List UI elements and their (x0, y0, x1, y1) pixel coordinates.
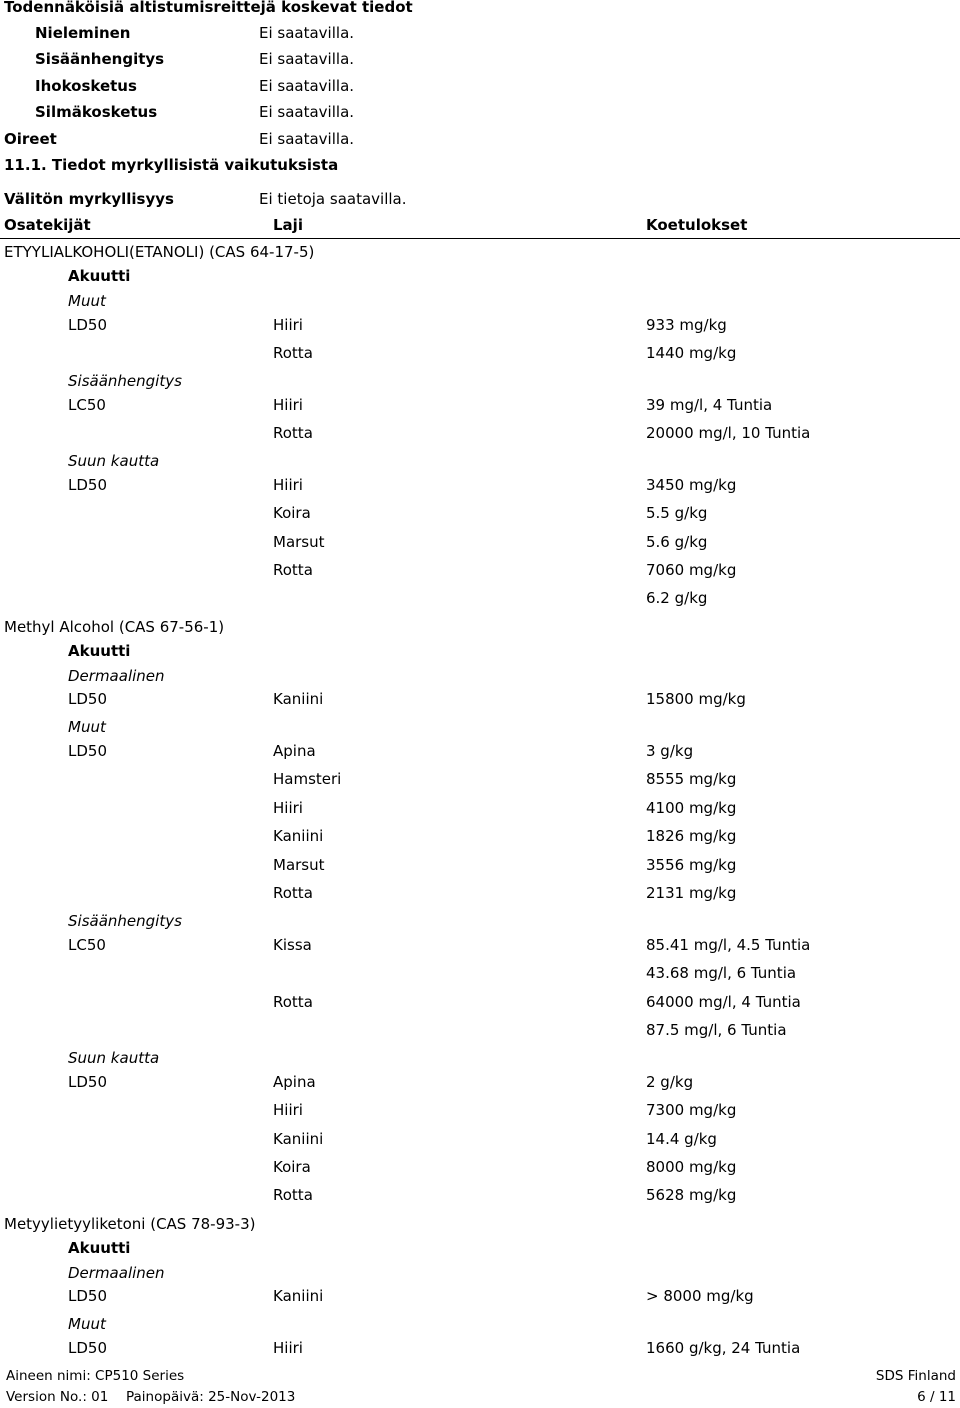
test-type: LD50 (68, 1073, 107, 1091)
route-label: Silmäkosketus (35, 103, 158, 121)
route-heading: Muut (68, 292, 106, 310)
species: Rotta (273, 561, 313, 579)
route-heading: Dermaalinen (68, 667, 165, 685)
species: Kaniini (273, 1287, 324, 1305)
route-heading: Dermaalinen (68, 1264, 165, 1282)
species: Rotta (273, 884, 313, 902)
species: Marsut (273, 533, 325, 551)
route-heading: Muut (68, 1315, 106, 1333)
species: Hiiri (273, 799, 303, 817)
test-type: LC50 (68, 396, 106, 414)
species: Kaniini (273, 1130, 324, 1148)
result: 2131 mg/kg (646, 884, 737, 902)
route-heading: Sisäänhengitys (68, 912, 182, 930)
result: 5.5 g/kg (646, 504, 708, 522)
symptoms-value: Ei saatavilla. (259, 130, 355, 148)
species: Kissa (273, 936, 312, 954)
route-label: Sisäänhengitys (35, 50, 165, 68)
test-type: LC50 (68, 936, 106, 954)
species: Hiiri (273, 316, 303, 334)
result: 1440 mg/kg (646, 344, 737, 362)
species: Hiiri (273, 396, 303, 414)
species: Koira (273, 1158, 311, 1176)
result: 64000 mg/l, 4 Tuntia (646, 993, 801, 1011)
species: Hiiri (273, 1339, 303, 1357)
test-type: LD50 (68, 476, 107, 494)
exposure-title: Todennäköisiä altistumisreittejä koskevat tiedot (4, 0, 413, 16)
route-label: Ihokosketus (35, 77, 137, 95)
route-value: Ei saatavilla. (259, 77, 355, 95)
result: 3 g/kg (646, 742, 694, 760)
species: Hamsteri (273, 770, 342, 788)
route-heading: Suun kautta (68, 452, 160, 470)
header-results: Koetulokset (646, 216, 748, 234)
component-name: ETYYLIALKOHOLI(ETANOLI) (CAS 64-17-5) (4, 243, 315, 261)
result: 85.41 mg/l, 4.5 Tuntia (646, 936, 811, 954)
species: Apina (273, 742, 316, 760)
route-heading: Muut (68, 718, 106, 736)
result: 87.5 mg/l, 6 Tuntia (646, 1021, 787, 1039)
result: 8555 mg/kg (646, 770, 737, 788)
species: Hiiri (273, 1101, 303, 1119)
species: Apina (273, 1073, 316, 1091)
result: 43.68 mg/l, 6 Tuntia (646, 964, 797, 982)
test-type: LD50 (68, 690, 107, 708)
species: Rotta (273, 344, 313, 362)
result: 7300 mg/kg (646, 1101, 737, 1119)
species: Rotta (273, 424, 313, 442)
version-number: Version No.: 01 (6, 1389, 109, 1405)
header-divider (0, 238, 960, 239)
result: 8000 mg/kg (646, 1158, 737, 1176)
acute-label: Akuutti (68, 1239, 131, 1257)
result: 7060 mg/kg (646, 561, 737, 579)
route-value: Ei saatavilla. (259, 24, 355, 42)
species: Koira (273, 504, 311, 522)
test-type: LD50 (68, 316, 107, 334)
result: > 8000 mg/kg (646, 1287, 754, 1305)
result: 5628 mg/kg (646, 1186, 737, 1204)
acute-toxicity-value: Ei tietoja saatavilla. (259, 190, 407, 208)
species: Kaniini (273, 827, 324, 845)
header-component: Osatekijät (4, 216, 91, 234)
product-name: Aineen nimi: CP510 Series (6, 1368, 185, 1384)
header-species: Laji (273, 216, 303, 234)
route-value: Ei saatavilla. (259, 50, 355, 68)
acute-label: Akuutti (68, 642, 131, 660)
test-type: LD50 (68, 742, 107, 760)
component-name: Metyylietyyliketoni (CAS 78-93-3) (4, 1215, 256, 1233)
sds-label: SDS Finland (875, 1368, 956, 1384)
species: Rotta (273, 993, 313, 1011)
route-heading: Sisäänhengitys (68, 372, 182, 390)
result: 14.4 g/kg (646, 1130, 717, 1148)
test-type: LD50 (68, 1339, 107, 1357)
species: Kaniini (273, 690, 324, 708)
species: Hiiri (273, 476, 303, 494)
result: 5.6 g/kg (646, 533, 708, 551)
result: 933 mg/kg (646, 316, 727, 334)
route-heading: Suun kautta (68, 1049, 160, 1067)
result: 20000 mg/l, 10 Tuntia (646, 424, 811, 442)
symptoms-label: Oireet (4, 130, 57, 148)
species: Rotta (273, 1186, 313, 1204)
test-type: LD50 (68, 1287, 107, 1305)
route-value: Ei saatavilla. (259, 103, 355, 121)
result: 1660 g/kg, 24 Tuntia (646, 1339, 801, 1357)
acute-label: Akuutti (68, 267, 131, 285)
result: 4100 mg/kg (646, 799, 737, 817)
result: 15800 mg/kg (646, 690, 746, 708)
result: 3556 mg/kg (646, 856, 737, 874)
result: 1826 mg/kg (646, 827, 737, 845)
acute-toxicity-label: Välitön myrkyllisyys (4, 190, 174, 208)
page-number: 6 / 11 (917, 1389, 956, 1405)
print-date: Painopäivä: 25-Nov-2013 (126, 1389, 296, 1405)
route-label: Nieleminen (35, 24, 131, 42)
result: 3450 mg/kg (646, 476, 737, 494)
result: 39 mg/l, 4 Tuntia (646, 396, 773, 414)
section-title: 11.1. Tiedot myrkyllisistä vaikutuksista (4, 156, 339, 174)
result: 2 g/kg (646, 1073, 694, 1091)
result: 6.2 g/kg (646, 589, 708, 607)
component-name: Methyl Alcohol (CAS 67-56-1) (4, 618, 225, 636)
species: Marsut (273, 856, 325, 874)
